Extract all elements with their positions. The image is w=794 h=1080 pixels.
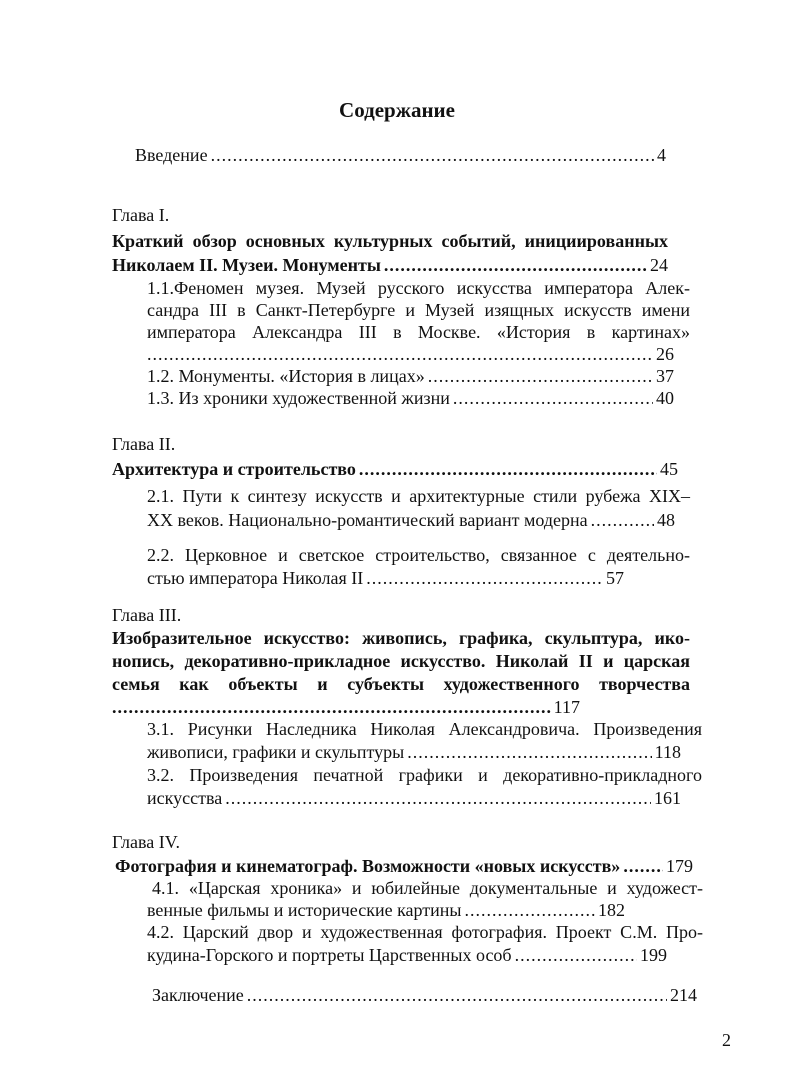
entry-page: 40 [656, 388, 674, 408]
dot-leader [112, 696, 551, 718]
chapter-label: Глава III. [112, 605, 182, 625]
dot-leader [211, 144, 654, 166]
entry-page: 48 [657, 510, 675, 530]
chapter-heading-line[interactable]: семья как объекты и субъекты художественного творчества [112, 674, 690, 694]
entry-text: Николаем II. Музеи. Монументы [112, 255, 381, 275]
toc-entry-intro[interactable] [135, 144, 666, 166]
entry-page: 26 [656, 344, 674, 364]
section-entry[interactable] [147, 944, 667, 966]
dot-leader [591, 509, 654, 531]
entry-page: 179 [666, 856, 693, 876]
dot-leader [359, 458, 657, 480]
entry-text: 1.3. Из хроники художественной жизни [147, 388, 450, 408]
entry-page: 45 [660, 459, 678, 479]
entry-text: живописи, графики и скульптуры [147, 742, 405, 762]
entry-page: 117 [553, 697, 580, 717]
entry-text: стью императора Николая II [147, 568, 364, 588]
page-number: 2 [722, 1030, 731, 1050]
entry-page: 4 [657, 145, 666, 165]
entry-text: кудина-Горского и портреты Царственных особ [147, 945, 512, 965]
dot-leader [407, 741, 651, 763]
section-entry[interactable] [147, 509, 675, 531]
entry-page: 37 [656, 366, 674, 386]
section-entry[interactable] [147, 365, 674, 387]
dot-leader [623, 855, 663, 877]
dot-leader [247, 984, 667, 1006]
chapter-heading-entry[interactable] [115, 855, 693, 877]
section-entry[interactable] [147, 787, 681, 809]
chapter-label: Глава I. [112, 205, 170, 225]
entry-text: Заключение [152, 985, 244, 1005]
section-line[interactable]: 4.2. Царский двор и художественная фотография. Проект С.М. Про- [147, 922, 703, 942]
entry-text: искусства [147, 788, 223, 808]
dot-leader [515, 944, 637, 966]
page-title: Содержание [339, 98, 455, 122]
chapter-heading-line[interactable]: Краткий обзор основных культурных событий, инициированных [112, 231, 668, 251]
section-line[interactable]: сандра III в Санкт-Петербурге и Музей изящных искусств имени [147, 300, 690, 320]
entry-page: 161 [654, 788, 681, 808]
chapter-heading-entry[interactable] [112, 254, 668, 276]
entry-page: 214 [670, 985, 697, 1005]
entry-page: 118 [654, 742, 681, 762]
chapter-heading-line[interactable]: Изобразительное искусство: живопись, графика, скульптура, ико- [112, 628, 690, 648]
chapter-heading-entry[interactable] [112, 458, 678, 480]
section-entry[interactable] [147, 741, 681, 763]
section-line[interactable]: 3.2. Произведения печатной графики и декоративно-прикладного [147, 765, 702, 785]
section-entry[interactable] [147, 387, 674, 409]
section-entry[interactable] [147, 343, 674, 365]
section-line[interactable]: 1.1.Феномен музея. Музей русского искусства императора Алек- [147, 278, 690, 298]
entry-text: венные фильмы и исторические картины [147, 900, 462, 920]
entry-text: XX веков. Национально-романтический вариант модерна [147, 510, 588, 530]
entry-text: Фотография и кинематограф. Возможности «новых искусств» [115, 856, 621, 876]
chapter-label: Глава IV. [112, 832, 180, 852]
section-line[interactable]: 4.1. «Царская хроника» и юбилейные документальные и художест- [152, 878, 703, 898]
chapter-heading-entry[interactable] [112, 696, 580, 718]
toc-entry-conclusion[interactable] [152, 984, 697, 1006]
entry-page: 24 [650, 255, 668, 275]
entry-page: 57 [606, 568, 624, 588]
entry-page: 199 [640, 945, 667, 965]
chapter-heading-line[interactable]: нопись, декоративно-прикладное искусство. Николай II и царская [112, 651, 690, 671]
entry-text: 1.2. Монументы. «История в лицах» [147, 366, 425, 386]
section-line[interactable]: 2.2. Церковное и светское строительство, связанное с деятельно- [147, 545, 690, 565]
dot-leader [384, 254, 647, 276]
chapter-label: Глава II. [112, 434, 176, 454]
dot-leader [428, 365, 653, 387]
entry-page: 182 [598, 900, 625, 920]
dot-leader [465, 899, 595, 921]
section-entry[interactable] [147, 899, 625, 921]
dot-leader [453, 387, 653, 409]
section-line[interactable]: императора Александра III в Москве. «История в картинах» [147, 322, 690, 342]
section-entry[interactable] [147, 567, 624, 589]
dot-leader [225, 787, 651, 809]
entry-text: Введение [135, 145, 208, 165]
dot-leader [147, 343, 653, 365]
section-line[interactable]: 2.1. Пути к синтезу искусств и архитектурные стили рубежа XIX– [147, 486, 690, 506]
section-line[interactable]: 3.1. Рисунки Наследника Николая Александровича. Произведения [147, 719, 702, 739]
dot-leader [366, 567, 603, 589]
entry-text: Архитектура и строительство [112, 459, 356, 479]
